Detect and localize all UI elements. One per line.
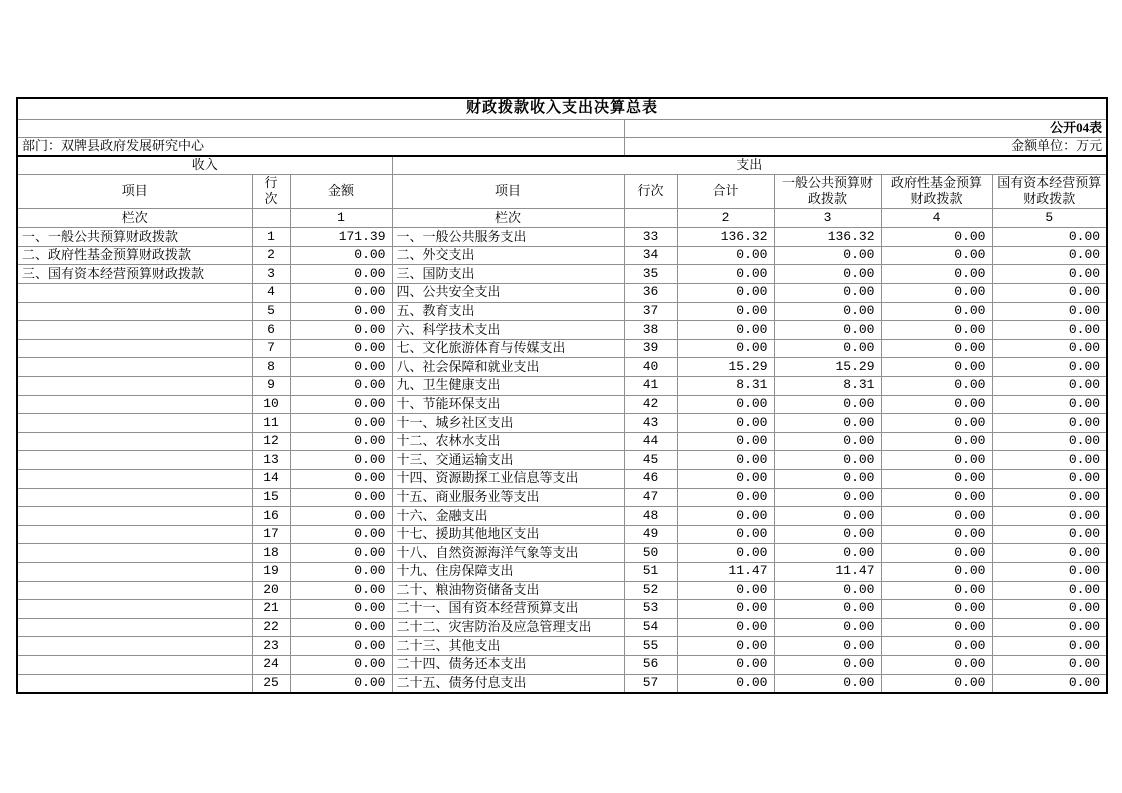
expense-item-cell: 十七、援助其他地区支出 <box>392 525 624 544</box>
table-row <box>17 265 1107 284</box>
expense-total-cell: 0.00 <box>677 488 774 507</box>
income-line-cell: 17 <box>252 525 290 544</box>
state-capital-header: 国有资本经营预算财政拨款 <box>992 174 1107 209</box>
income-line-cell: 7 <box>252 339 290 358</box>
income-index-label: 栏次 <box>17 209 252 228</box>
income-amount-cell: 0.00 <box>290 395 392 414</box>
state-capital-cell: 0.00 <box>992 265 1107 284</box>
income-amount-cell: 0.00 <box>290 488 392 507</box>
general-budget-cell: 0.00 <box>774 618 881 637</box>
state-capital-cell: 0.00 <box>992 228 1107 247</box>
gov-fund-cell: 0.00 <box>881 377 992 396</box>
income-line-header: 行次 <box>252 174 290 209</box>
general-budget-cell: 0.00 <box>774 284 881 303</box>
income-line-cell: 6 <box>252 321 290 340</box>
expense-item-cell: 二十一、国有资本经营预算支出 <box>392 600 624 619</box>
income-line-cell: 11 <box>252 414 290 433</box>
expense-item-cell: 二十五、债务付息支出 <box>392 674 624 693</box>
general-index: 3 <box>774 209 881 228</box>
fiscal-summary-table <box>16 97 1108 694</box>
income-line-cell: 1 <box>252 228 290 247</box>
income-amount-cell: 0.00 <box>290 637 392 656</box>
state-capital-cell: 0.00 <box>992 395 1107 414</box>
income-amount-index: 1 <box>290 209 392 228</box>
general-budget-cell: 0.00 <box>774 544 881 563</box>
expense-line-cell: 53 <box>624 600 677 619</box>
general-budget-cell: 0.00 <box>774 581 881 600</box>
income-item-cell <box>17 358 252 377</box>
expense-item-cell: 二、外交支出 <box>392 246 624 265</box>
state-capital-cell: 0.00 <box>992 581 1107 600</box>
expense-total-cell: 0.00 <box>677 246 774 265</box>
state-capital-cell: 0.00 <box>992 525 1107 544</box>
table-row <box>17 246 1107 265</box>
income-line-cell: 23 <box>252 637 290 656</box>
gov-fund-cell: 0.00 <box>881 581 992 600</box>
gov-fund-cell: 0.00 <box>881 470 992 489</box>
code-row-spacer <box>17 119 624 137</box>
general-budget-cell: 0.00 <box>774 637 881 656</box>
expense-total-cell: 15.29 <box>677 358 774 377</box>
table-row <box>17 488 1107 507</box>
expense-line-cell: 55 <box>624 637 677 656</box>
income-item-cell <box>17 395 252 414</box>
general-budget-cell: 0.00 <box>774 655 881 674</box>
income-item-header: 项目 <box>17 174 252 209</box>
state-capital-cell: 0.00 <box>992 618 1107 637</box>
expense-total-cell: 136.32 <box>677 228 774 247</box>
general-budget-cell: 0.00 <box>774 246 881 265</box>
expense-total-cell: 0.00 <box>677 544 774 563</box>
income-line-cell: 15 <box>252 488 290 507</box>
expense-item-cell: 二十二、灾害防治及应急管理支出 <box>392 618 624 637</box>
expense-total-cell: 0.00 <box>677 432 774 451</box>
expense-group-header: 支出 <box>392 156 1107 174</box>
gov-fund-cell: 0.00 <box>881 544 992 563</box>
department-label: 部门：双牌县政府发展研究中心 <box>17 137 624 156</box>
income-item-cell <box>17 637 252 656</box>
expense-total-cell: 0.00 <box>677 265 774 284</box>
expense-item-cell: 九、卫生健康支出 <box>392 377 624 396</box>
income-amount-cell: 0.00 <box>290 284 392 303</box>
income-item-cell <box>17 302 252 321</box>
expense-line-cell: 45 <box>624 451 677 470</box>
general-budget-cell: 11.47 <box>774 562 881 581</box>
income-item-cell <box>17 377 252 396</box>
expense-item-cell: 五、教育支出 <box>392 302 624 321</box>
table-row <box>17 637 1107 656</box>
income-amount-cell: 0.00 <box>290 358 392 377</box>
gov-fund-cell: 0.00 <box>881 246 992 265</box>
expense-line-cell: 46 <box>624 470 677 489</box>
income-line-index-spacer <box>252 209 290 228</box>
table-row <box>17 414 1107 433</box>
income-item-cell <box>17 284 252 303</box>
general-budget-cell: 15.29 <box>774 358 881 377</box>
income-item-cell <box>17 600 252 619</box>
expense-line-cell: 44 <box>624 432 677 451</box>
gov-fund-cell: 0.00 <box>881 395 992 414</box>
gov-fund-cell: 0.00 <box>881 562 992 581</box>
group-header-row <box>17 156 1107 174</box>
expense-line-cell: 41 <box>624 377 677 396</box>
gov-fund-cell: 0.00 <box>881 507 992 526</box>
income-line-cell: 9 <box>252 377 290 396</box>
table-row <box>17 451 1107 470</box>
expense-total-header: 合计 <box>677 174 774 209</box>
state-capital-cell: 0.00 <box>992 246 1107 265</box>
state-capital-cell: 0.00 <box>992 451 1107 470</box>
income-item-cell <box>17 321 252 340</box>
income-amount-cell: 0.00 <box>290 562 392 581</box>
expense-total-cell: 0.00 <box>677 525 774 544</box>
expense-total-cell: 0.00 <box>677 581 774 600</box>
gov-fund-header: 政府性基金预算财政拨款 <box>881 174 992 209</box>
department-row <box>17 137 1107 156</box>
income-amount-cell: 0.00 <box>290 581 392 600</box>
expense-item-cell: 十九、住房保障支出 <box>392 562 624 581</box>
gov-fund-cell: 0.00 <box>881 358 992 377</box>
income-item-cell <box>17 339 252 358</box>
income-amount-cell: 0.00 <box>290 265 392 284</box>
unit-label: 金额单位：万元 <box>624 137 1107 156</box>
state-capital-cell: 0.00 <box>992 637 1107 656</box>
expense-item-cell: 二十三、其他支出 <box>392 637 624 656</box>
expense-item-cell: 十五、商业服务业等支出 <box>392 488 624 507</box>
expense-total-cell: 0.00 <box>677 395 774 414</box>
income-line-cell: 12 <box>252 432 290 451</box>
income-amount-cell: 0.00 <box>290 302 392 321</box>
state-capital-cell: 0.00 <box>992 488 1107 507</box>
income-line-cell: 21 <box>252 600 290 619</box>
gov-fund-cell: 0.00 <box>881 265 992 284</box>
expense-total-cell: 0.00 <box>677 470 774 489</box>
income-line-cell: 22 <box>252 618 290 637</box>
income-amount-cell: 0.00 <box>290 600 392 619</box>
expense-total-cell: 0.00 <box>677 321 774 340</box>
state-capital-cell: 0.00 <box>992 470 1107 489</box>
table-row <box>17 302 1107 321</box>
table-row <box>17 581 1107 600</box>
income-line-cell: 2 <box>252 246 290 265</box>
state-capital-cell: 0.00 <box>992 432 1107 451</box>
income-amount-cell: 0.00 <box>290 525 392 544</box>
expense-item-cell: 六、科学技术支出 <box>392 321 624 340</box>
general-budget-cell: 0.00 <box>774 339 881 358</box>
table-row <box>17 544 1107 563</box>
expense-item-cell: 十二、农林水支出 <box>392 432 624 451</box>
general-budget-cell: 0.00 <box>774 395 881 414</box>
expense-line-cell: 33 <box>624 228 677 247</box>
table-head-rows <box>17 98 1107 228</box>
gov-fund-cell: 0.00 <box>881 618 992 637</box>
income-item-cell: 二、政府性基金预算财政拨款 <box>17 246 252 265</box>
general-budget-header: 一般公共预算财政拨款 <box>774 174 881 209</box>
income-line-cell: 20 <box>252 581 290 600</box>
income-line-cell: 16 <box>252 507 290 526</box>
income-item-cell <box>17 544 252 563</box>
income-item-cell <box>17 581 252 600</box>
expense-item-cell: 一、一般公共服务支出 <box>392 228 624 247</box>
fiscal-summary-sheet <box>16 97 1106 694</box>
expense-item-cell: 十六、金融支出 <box>392 507 624 526</box>
income-item-cell <box>17 562 252 581</box>
table-code-row <box>17 119 1107 137</box>
table-code-label: 公开04表 <box>624 119 1107 137</box>
table-body <box>17 228 1107 693</box>
income-line-cell: 24 <box>252 655 290 674</box>
gov-fund-cell: 0.00 <box>881 600 992 619</box>
table-row <box>17 395 1107 414</box>
income-item-cell: 一、一般公共预算财政拨款 <box>17 228 252 247</box>
expense-line-cell: 47 <box>624 488 677 507</box>
expense-line-cell: 43 <box>624 414 677 433</box>
table-row <box>17 432 1107 451</box>
income-amount-cell: 0.00 <box>290 414 392 433</box>
income-item-cell <box>17 525 252 544</box>
table-row <box>17 674 1107 693</box>
table-row <box>17 618 1107 637</box>
expense-item-cell: 十一、城乡社区支出 <box>392 414 624 433</box>
expense-item-cell: 二十、粮油物资储备支出 <box>392 581 624 600</box>
expense-total-cell: 0.00 <box>677 674 774 693</box>
state-capital-cell: 0.00 <box>992 339 1107 358</box>
expense-line-cell: 50 <box>624 544 677 563</box>
gov-fund-cell: 0.00 <box>881 674 992 693</box>
table-row <box>17 377 1107 396</box>
income-amount-cell: 0.00 <box>290 321 392 340</box>
table-row <box>17 655 1107 674</box>
column-index-row <box>17 209 1107 228</box>
general-budget-cell: 0.00 <box>774 600 881 619</box>
income-line-cell: 18 <box>252 544 290 563</box>
expense-total-cell: 0.00 <box>677 637 774 656</box>
expense-item-cell: 十四、资源勘探工业信息等支出 <box>392 470 624 489</box>
state-capital-cell: 0.00 <box>992 507 1107 526</box>
expense-line-cell: 48 <box>624 507 677 526</box>
gov-fund-cell: 0.00 <box>881 414 992 433</box>
gov-fund-cell: 0.00 <box>881 637 992 656</box>
expense-item-cell: 十三、交通运输支出 <box>392 451 624 470</box>
income-amount-cell: 0.00 <box>290 655 392 674</box>
expense-line-cell: 35 <box>624 265 677 284</box>
income-amount-cell: 0.00 <box>290 339 392 358</box>
expense-total-cell: 0.00 <box>677 302 774 321</box>
general-budget-cell: 0.00 <box>774 488 881 507</box>
expense-line-cell: 52 <box>624 581 677 600</box>
income-item-cell <box>17 451 252 470</box>
expense-total-cell: 8.31 <box>677 377 774 396</box>
income-amount-cell: 0.00 <box>290 451 392 470</box>
table-row <box>17 358 1107 377</box>
total-index: 2 <box>677 209 774 228</box>
expense-index-label: 栏次 <box>392 209 624 228</box>
expense-total-cell: 11.47 <box>677 562 774 581</box>
expense-item-cell: 三、国防支出 <box>392 265 624 284</box>
income-item-cell <box>17 507 252 526</box>
expense-line-cell: 34 <box>624 246 677 265</box>
state-capital-cell: 0.00 <box>992 377 1107 396</box>
income-amount-cell: 0.00 <box>290 470 392 489</box>
income-item-cell: 三、国有资本经营预算财政拨款 <box>17 265 252 284</box>
general-budget-cell: 0.00 <box>774 321 881 340</box>
income-line-cell: 3 <box>252 265 290 284</box>
general-budget-cell: 136.32 <box>774 228 881 247</box>
gov-fund-cell: 0.00 <box>881 228 992 247</box>
expense-line-cell: 42 <box>624 395 677 414</box>
income-item-cell <box>17 674 252 693</box>
income-amount-cell: 0.00 <box>290 246 392 265</box>
expense-total-cell: 0.00 <box>677 414 774 433</box>
state-capital-index: 5 <box>992 209 1107 228</box>
state-capital-cell: 0.00 <box>992 544 1107 563</box>
income-item-cell <box>17 432 252 451</box>
income-item-cell <box>17 470 252 489</box>
income-item-cell <box>17 655 252 674</box>
income-line-cell: 13 <box>252 451 290 470</box>
gov-fund-cell: 0.00 <box>881 339 992 358</box>
income-item-cell <box>17 618 252 637</box>
general-budget-cell: 0.00 <box>774 414 881 433</box>
column-header-row <box>17 174 1107 209</box>
general-budget-cell: 8.31 <box>774 377 881 396</box>
expense-line-cell: 57 <box>624 674 677 693</box>
expense-line-cell: 51 <box>624 562 677 581</box>
general-budget-cell: 0.00 <box>774 470 881 489</box>
page-title: 财政拨款收入支出决算总表 <box>17 98 1107 119</box>
expense-total-cell: 0.00 <box>677 451 774 470</box>
expense-item-cell: 十八、自然资源海洋气象等支出 <box>392 544 624 563</box>
expense-total-cell: 0.00 <box>677 618 774 637</box>
general-budget-cell: 0.00 <box>774 265 881 284</box>
gov-fund-cell: 0.00 <box>881 451 992 470</box>
state-capital-cell: 0.00 <box>992 674 1107 693</box>
table-row <box>17 562 1107 581</box>
income-line-cell: 10 <box>252 395 290 414</box>
expense-line-cell: 38 <box>624 321 677 340</box>
table-row <box>17 600 1107 619</box>
title-row <box>17 98 1107 119</box>
gov-fund-cell: 0.00 <box>881 284 992 303</box>
expense-line-cell: 39 <box>624 339 677 358</box>
state-capital-cell: 0.00 <box>992 655 1107 674</box>
table-row <box>17 321 1107 340</box>
table-row <box>17 525 1107 544</box>
state-capital-cell: 0.00 <box>992 302 1107 321</box>
income-amount-cell: 171.39 <box>290 228 392 247</box>
income-amount-header: 金额 <box>290 174 392 209</box>
expense-item-cell: 七、文化旅游体育与传媒支出 <box>392 339 624 358</box>
expense-line-cell: 37 <box>624 302 677 321</box>
expense-line-header: 行次 <box>624 174 677 209</box>
gov-fund-cell: 0.00 <box>881 432 992 451</box>
general-budget-cell: 0.00 <box>774 507 881 526</box>
state-capital-cell: 0.00 <box>992 358 1107 377</box>
income-amount-cell: 0.00 <box>290 432 392 451</box>
gov-fund-cell: 0.00 <box>881 302 992 321</box>
table-row <box>17 507 1107 526</box>
table-row <box>17 470 1107 489</box>
income-amount-cell: 0.00 <box>290 507 392 526</box>
state-capital-cell: 0.00 <box>992 321 1107 340</box>
expense-line-cell: 49 <box>624 525 677 544</box>
expense-line-cell: 56 <box>624 655 677 674</box>
general-budget-cell: 0.00 <box>774 302 881 321</box>
income-amount-cell: 0.00 <box>290 544 392 563</box>
gov-fund-cell: 0.00 <box>881 655 992 674</box>
state-capital-cell: 0.00 <box>992 600 1107 619</box>
general-budget-cell: 0.00 <box>774 451 881 470</box>
expense-total-cell: 0.00 <box>677 339 774 358</box>
state-capital-cell: 0.00 <box>992 562 1107 581</box>
gov-fund-cell: 0.00 <box>881 488 992 507</box>
general-budget-cell: 0.00 <box>774 525 881 544</box>
income-item-cell <box>17 488 252 507</box>
income-line-cell: 19 <box>252 562 290 581</box>
expense-line-cell: 54 <box>624 618 677 637</box>
gov-fund-cell: 0.00 <box>881 321 992 340</box>
income-line-cell: 8 <box>252 358 290 377</box>
expense-total-cell: 0.00 <box>677 284 774 303</box>
income-line-cell: 14 <box>252 470 290 489</box>
income-group-header: 收入 <box>17 156 392 174</box>
expense-total-cell: 0.00 <box>677 507 774 526</box>
income-amount-cell: 0.00 <box>290 618 392 637</box>
income-item-cell <box>17 414 252 433</box>
general-budget-cell: 0.00 <box>774 432 881 451</box>
expense-line-cell: 40 <box>624 358 677 377</box>
general-budget-cell: 0.00 <box>774 674 881 693</box>
table-row <box>17 284 1107 303</box>
expense-line-index-spacer <box>624 209 677 228</box>
expense-item-header: 项目 <box>392 174 624 209</box>
expense-item-cell: 四、公共安全支出 <box>392 284 624 303</box>
income-line-cell: 5 <box>252 302 290 321</box>
expense-item-cell: 十、节能环保支出 <box>392 395 624 414</box>
expense-total-cell: 0.00 <box>677 655 774 674</box>
income-line-cell: 25 <box>252 674 290 693</box>
expense-item-cell: 八、社会保障和就业支出 <box>392 358 624 377</box>
income-amount-cell: 0.00 <box>290 377 392 396</box>
income-line-cell: 4 <box>252 284 290 303</box>
gov-fund-cell: 0.00 <box>881 525 992 544</box>
table-row <box>17 339 1107 358</box>
expense-item-cell: 二十四、债务还本支出 <box>392 655 624 674</box>
state-capital-cell: 0.00 <box>992 284 1107 303</box>
state-capital-cell: 0.00 <box>992 414 1107 433</box>
gov-fund-index: 4 <box>881 209 992 228</box>
income-amount-cell: 0.00 <box>290 674 392 693</box>
table-row <box>17 228 1107 247</box>
expense-line-cell: 36 <box>624 284 677 303</box>
expense-total-cell: 0.00 <box>677 600 774 619</box>
